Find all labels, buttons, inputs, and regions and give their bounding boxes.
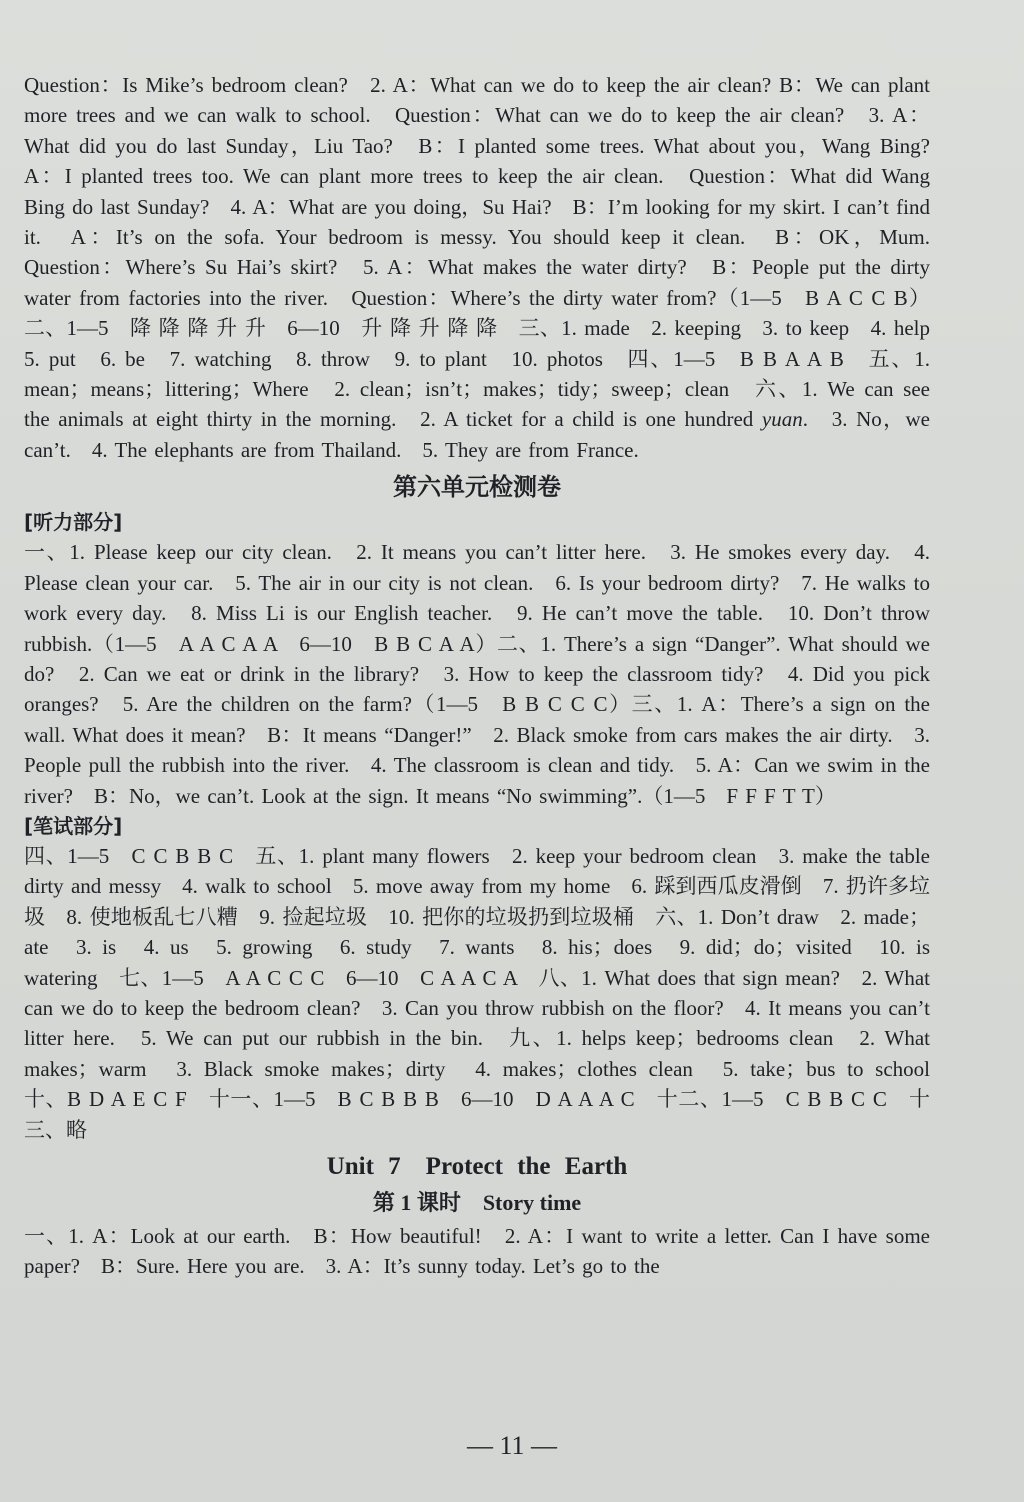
listening-part-label: [听力部分] bbox=[24, 510, 123, 535]
answer-block-listening: 一、1. Please keep our city clean. 2. It means you can’t litter here. 3. He smokes every day. 4. Please clean your car. 5. The air in our city is not clean. 6. Is your bedroom dirty? 7. He walks to work every day. 8. Miss Li is our English teacher. 9. He can’t move the table. 10. Don’t throw rubbish.（1—5 A A C A A 6—10 B B C A A）二、1. There’s a sign “Danger”. What should we do? 2. Can we eat or drink in the library? 3. How to keep the classroom tidy? 4. Did you pick oranges? 5. Are the children on the farm?（1—5 B B C C C）三、1. A：There’s a sign on the wall. What does it mean? B：It means “Danger!” 2. Black smoke from cars makes the air dirty. 3. People pull the rubbish into the river. 4. The classroom is clean and tidy. 5. A：Can we swim in the river? B：No，we can’t. Look at the sign. It means “No swimming”.（1—5 F F F T T） bbox=[24, 540, 930, 808]
answer-block-story-time: 一、1. A：Look at our earth. B：How beautiful! 2. A：I want to write a letter. Can I have some paper? B：Sure. Here you are. 3. A：It’s sunny today. Let’s go to the bbox=[24, 1224, 930, 1279]
answer-text-end: . 3. No，we can’t. 4. The elephants are from Thailand. 5. They are from France. bbox=[24, 407, 930, 462]
lesson-title: 第 1 课时 Story time bbox=[372, 1190, 582, 1215]
page-number: — 11 — bbox=[466, 1431, 558, 1460]
answer-block-written: 四、1—5 C C B B C 五、1. plant many flowers 2. keep your bedroom clean 3. make the table dirty and messy 4. walk to school 5. move away from my home 6. 踩到西瓜皮滑倒 7. 扔许多垃圾 8. 使地板乱七八糟 9. 捡起垃圾 10. 把你的垃圾扔到垃圾桶 六、1. Don’t draw 2. made；ate 3. is 4. us 5. growing 6. study 7. wants 8. his；does 9. did；do；visited 10. is watering 七、1—5 A A C C C 6—10 C A A C A 八、1. What does that sign mean? 2. What can we do to keep the bedroom clean? 3. Can you throw rubbish on the floor? 4. It means you can’t litter here. 5. We can put our rubbish in the bin. 九、1. helps keep；bedrooms clean 2. What makes；warm 3. Black smoke makes；dirty 4. makes；clothes clean 5. take；bus to school 十、B D A E C F 十一、1—5 B C B B B 6—10 D A A A C 十二、1—5 C B B C C 十三、略 bbox=[24, 843, 951, 1142]
page-content bbox=[24, 70, 951, 1282]
section-title: 第六单元检测卷 bbox=[393, 473, 561, 502]
answer-text-italic: yuan bbox=[761, 407, 803, 432]
written-part-label: [笔试部分] bbox=[24, 813, 123, 838]
unit-title: Unit 7 Protect the Earth bbox=[326, 1153, 628, 1180]
answer-block-unit5-listening bbox=[24, 70, 951, 465]
answer-text: Question：Is Mike’s bedroom clean? 2. A：What can we do to keep the air clean? B：We can plant more trees and we can walk to school. Question：What can we do to keep the air clean? 3. A：What did you do last Sunday，Liu Tao? B：I planted some trees. What about you，Wang Bing? A：I planted trees too. We can plant more trees to keep the air clean. Question：What did Wang Bing do last Sunday? 4. A：What are you doing，Su Hai? B：I’m looking for my skirt. I can’t find it. A：It’s on the sofa. Your bedroom is messy. You should keep it clean. B：OK，Mum. Question：Where’s Su Hai’s skirt? 5. A：What makes the water dirty? B：People put the dirty water from factories into the river. Question：Where’s the dirty water from?（1—5 B A C C B）二、1—5 降 降 降 升 升 6—10 升 降 升 降 降 三、1. made 2. keeping 3. to keep 4. help 5. put 6. be 7. watching 8. throw 9. to plant 10. photos 四、1—5 B B A A B 五、1. mean；means；littering；Where 2. clean；isn’t；makes；tidy；sweep；clean 六、1. We can see the animals at eight thirty in the morning. 2. A ticket for a child is one hundred bbox=[24, 73, 951, 432]
